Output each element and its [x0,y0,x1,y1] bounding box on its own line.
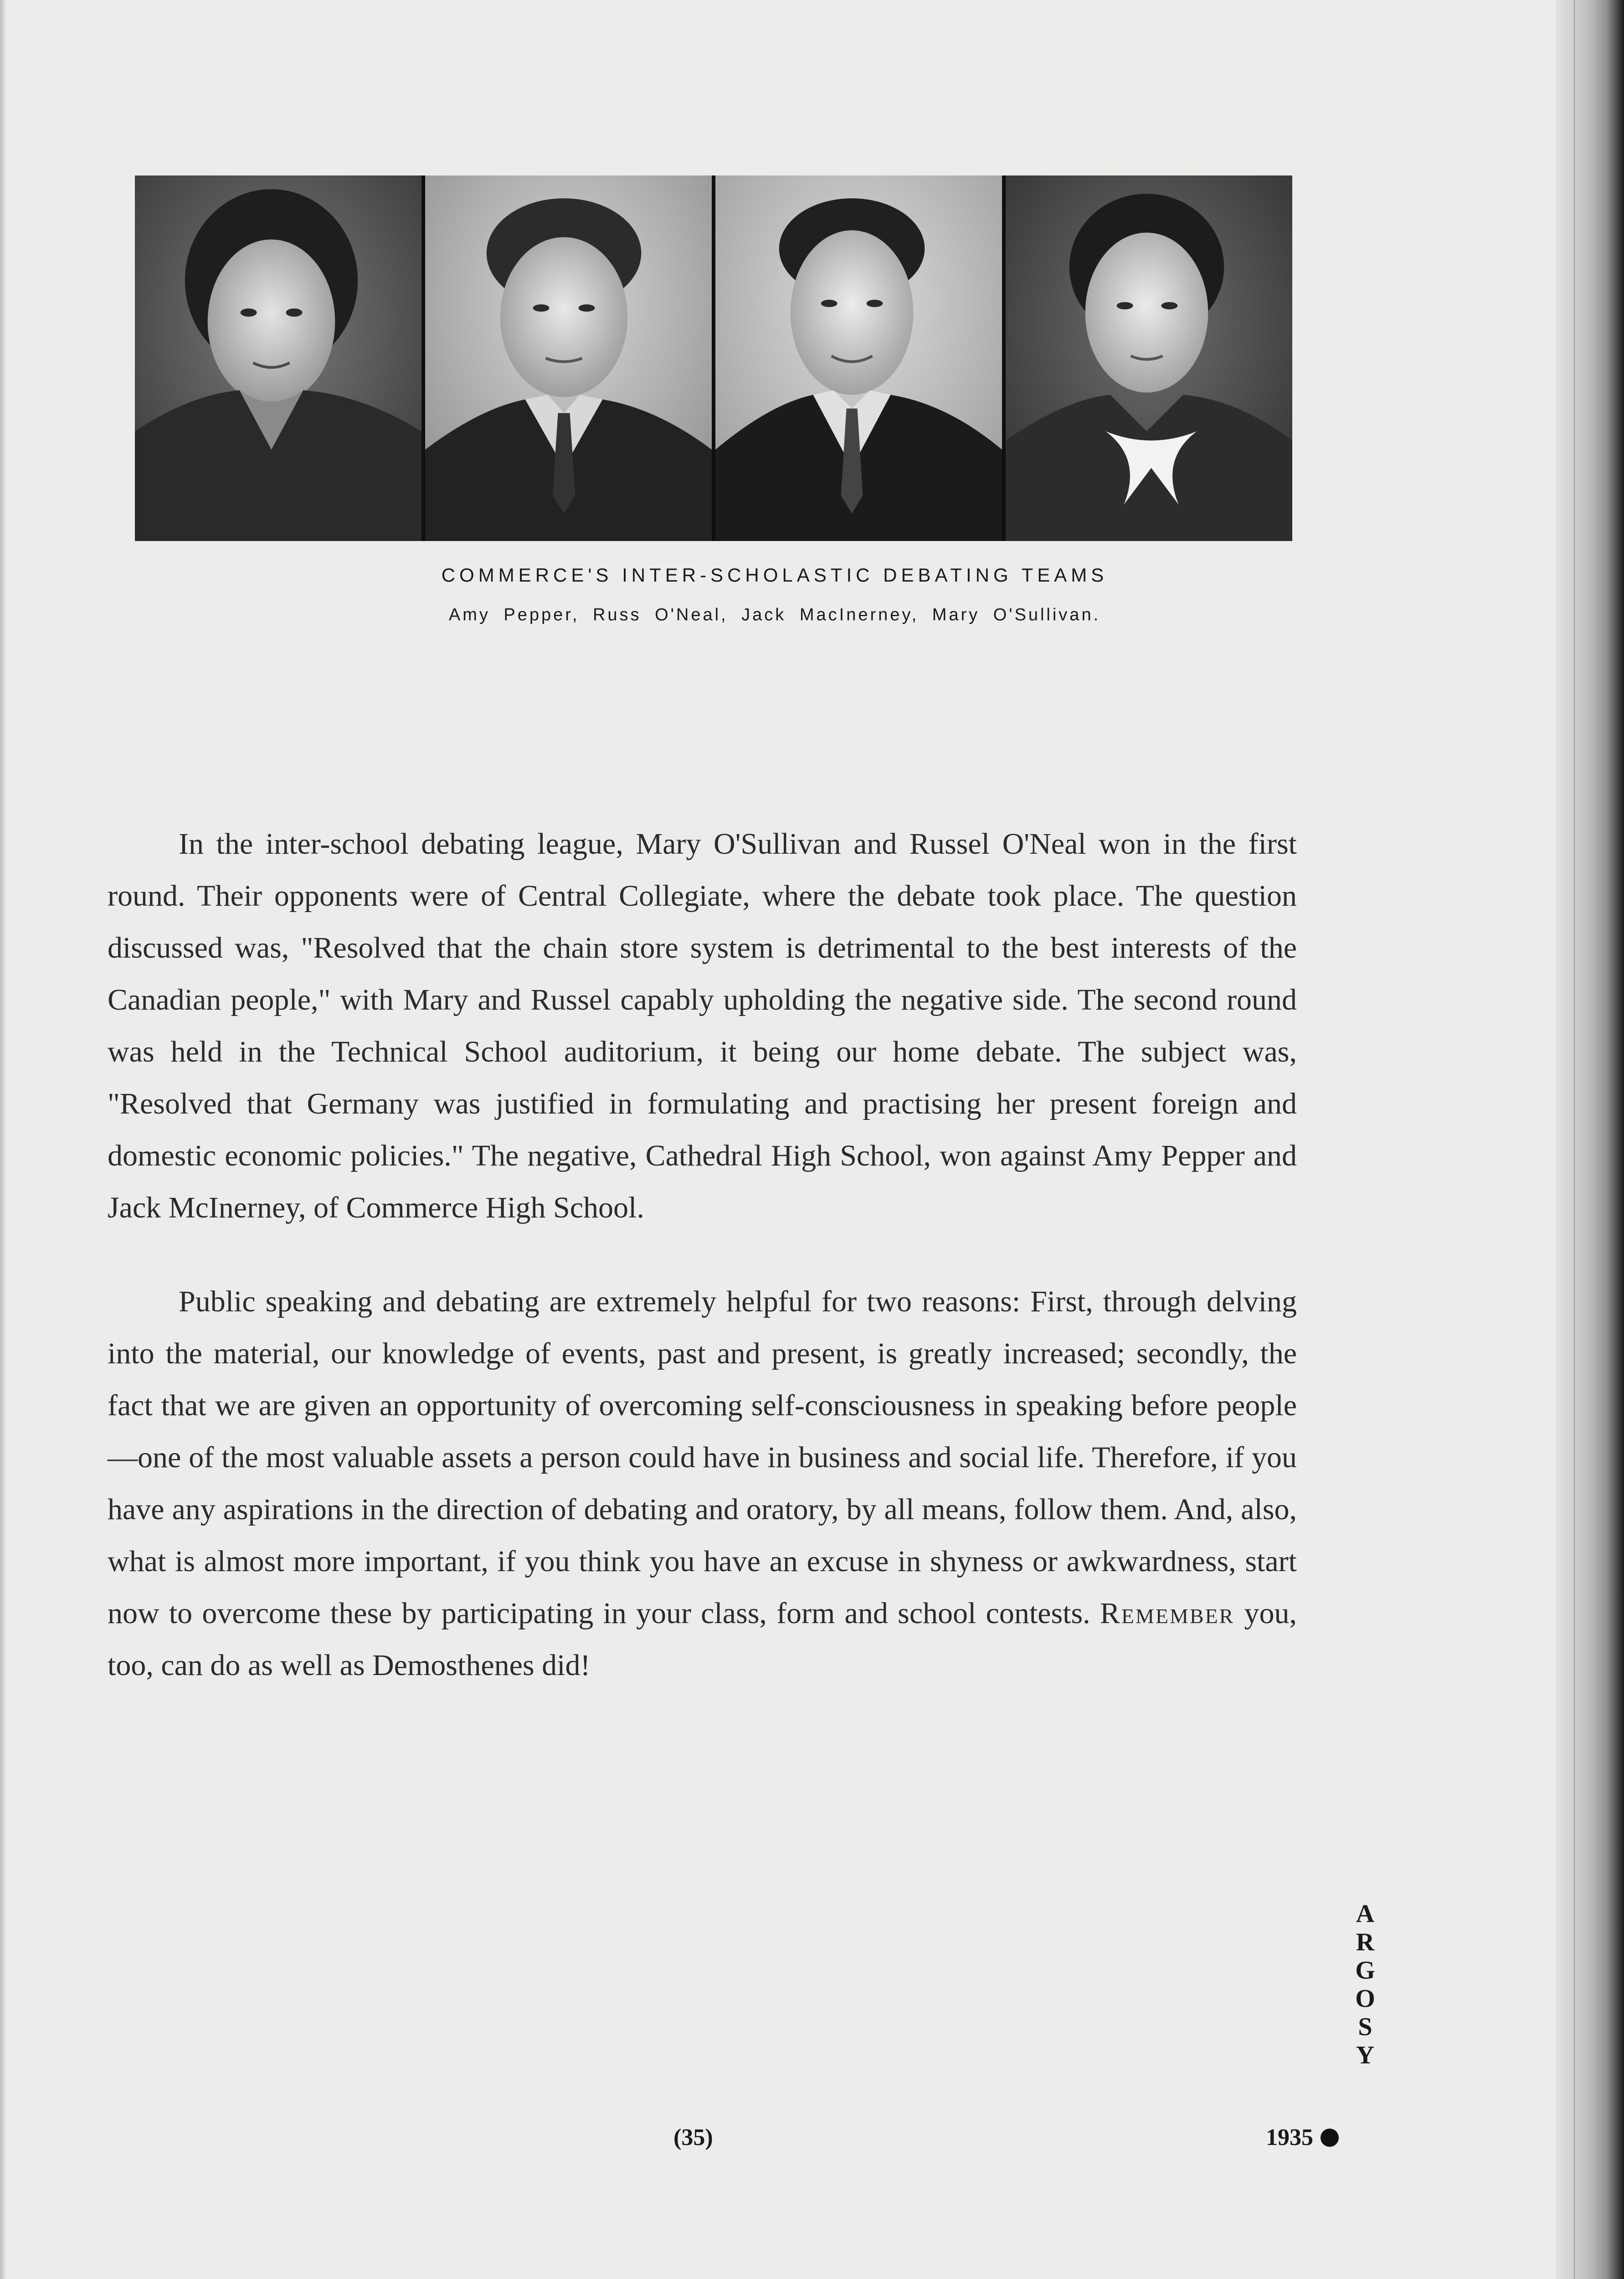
vertical-letter: G [1355,1956,1375,1985]
portrait-photo [135,175,421,541]
portrait-photo [425,175,712,541]
argosy-vertical-title [1352,1900,1379,2069]
vertical-letter: O [1355,1985,1375,2013]
paragraph-text: you, too, can do as well as Demosthenes did! [108,1597,1297,1682]
vertical-letter: R [1356,1928,1375,1956]
portrait-photo [1006,175,1292,541]
page-number: (35) [673,2124,713,2150]
remember-smallcaps: Remember [1100,1597,1235,1630]
debating-team-photos [135,175,1292,541]
page-binding [1556,0,1624,2279]
footer-year [1266,2124,1339,2151]
article-body [108,818,1297,1691]
year-text: 1935 [1266,2124,1313,2150]
vertical-letter: A [1356,1900,1375,1928]
vertical-letter: Y [1356,2041,1375,2069]
article-paragraph [108,1276,1297,1691]
portrait-image [425,175,712,541]
vertical-letter: S [1358,2013,1372,2041]
portrait-image [135,175,421,541]
bullet-icon [1321,2129,1339,2147]
portrait-photo [715,175,1002,541]
article-paragraph: In the inter-school debating league, Mary O'Sullivan and Russel O'Neal won in the first round. Their opponents were of Central Collegiate, where the debate took place. The question discussed was, "Resolved that the chain store system is detrimental to the best interests of the Canadian people," with Mary and Russel capably upholding the negative side. The second round was held in the Technical School auditorium, it being our home debate. The subject was, "Resolved that Germany was justified in formulating and practising her present foreign and domestic economic policies." The negative, Cathedral High School, won against Amy Pepper and Jack McInerney, of Commerce High School. [108,827,1297,1224]
page-left-edge [0,0,6,2279]
paragraph-text: Public speaking and debating are extremely helpful for two reasons: First, through delving into the material, our knowledge of events, past and present, is greatly increased; secondly, the fact that we are given an opportunity of overcoming self-consciousness in speaking before people—one of the most valuable assets a person could have in business and social life. Therefore, if you have any aspirations in the direction of debating and oratory, by all means, follow them. And, also, what is almost more important, if you think you have an excuse in shyness or awkwardness, start now to overcome these by participating in your class, form and school contests. [108,1285,1297,1630]
portrait-image [715,175,1002,541]
photo-caption-title: COMMERCE'S INTER-SCHOLASTIC DEBATING TEAMS [441,564,1108,586]
portrait-image [1006,175,1292,541]
photo-caption-names: Amy Pepper, Russ O'Neal, Jack MacInerney, Mary O'Sullivan. [448,605,1101,624]
